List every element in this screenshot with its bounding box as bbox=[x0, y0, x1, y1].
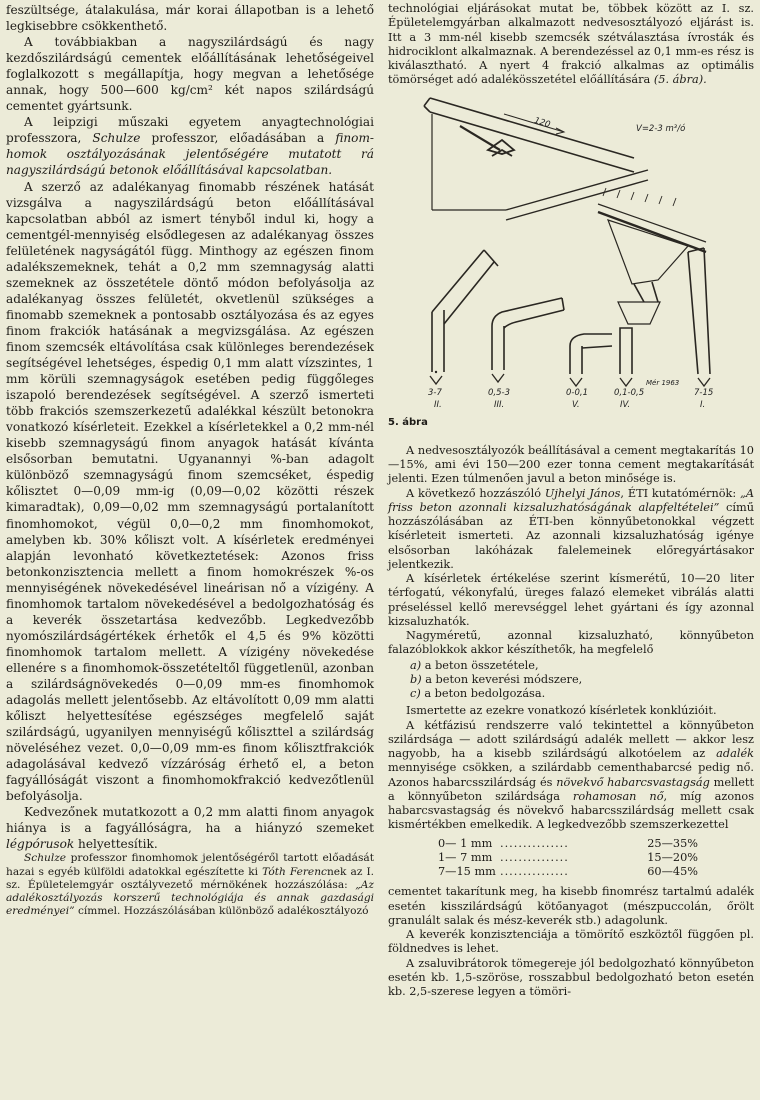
paragraph: A következő hozzászóló Ujhelyi János, ÉTI kutatómérnök: „A friss beton azonnali kizsaluzhatóságának alapfeltételei” című hozzászólásában az ÉTI-ben könnyűbetonokkal végzett kísérleteit ismerteti. Az azonnali kizsaluzhatóság igénye elsősorban lakóházak falelemeinek előregyártásakor jelentkezik. bbox=[388, 486, 755, 571]
paragraph: A szerző az adalékanyag finomabb részének hatását vizsgálva a nagyszilárdságú beton előállításával kapcsolatban abból az ismert tényből indul ki, hogy a cementgél-mennyiség elsődlegesen az adalékanyag összes felületének nagyságától függ. Minthogy az egészen finom adalékszemeknek, tehát a 0,2 mm szemnagyság alatti szemeknek az összetétele döntő módon befolyásolja az adalékanyag összes felületét, okvetlenül szükséges a finomabb szemeknek a pontosabb osztályozása és az egyes finom frakciók hatásának a megvizsgálása. Az egészen finom szemcsék eltávolítása csak különleges berendezések segítségével lehetséges, éspedig 0,1 mm alatt vízszintes, 1 mm körüli szemnagyságok esetében pedig függőleges iszapoló berendezések segítségével. A szerző ismerteti több frakciós szemszerkezetű adalékkal készült betonokra vonatkozó kísérleteit. Ezekkel a kísérletekkel a 0,2 mm-nél kisebb szemnagyságú finom anyagok hatását kívánta elsősorban bemutatni. Ugyanannyi %-ban adagolt különböző szemnagyságú finom szemcséket, éspedig kőlisztet 0—0,09 mm-ig (0,09—0,02 közötti részek kimaradtak), 0,09—0,02 mm szemnagyságú portalanított finomhomokot, végül 0,0—0,2 mm finomhomokot, amelyben kb. 30% kőliszt volt. A kísérletek eredményei alapján levonható következtetések: Azonos friss betonkonzisztencia mellett a finom homokrészek %-os mennyiségének növekedésével lineárisan nő a vízigény. A finomhomok tartalom növekedésével a bedolgozhatóság és a keverék összetartása kedvezőbb. Legkedvezőbb nyomószilárdságértékek érhetők el 4,5 és 9% közötti finomhomok tartalom mellett. A vízigény növekedése ellenére s a finomhomok-összetételtől függetlenül, azonban a szilárdságnövekedés 0—0,09 mm-es finomhomok adagolás mellett jelentősebb. Az eltávolított 0,09 mm alatti kőliszt helyettesítése egészséges megfelelő saját szilárdságú, ugyanilyen mennyiségű kőliszttel a szilárdság növeléséhez vezet. 0,0—0,09 mm-es finom kőlisztfrakciók adagolásával kedvező vízzáróság érhető el, a beton fagyállóságát viszont a finomhomokfrakció kedvezőtlenül befolyásolja. bbox=[6, 179, 374, 804]
paragraph: A keverék konzisztenciája a tömörítő eszköztől függően pl. földnedves is lehet. bbox=[388, 928, 754, 956]
emphasis: légpórusok bbox=[6, 837, 75, 852]
paragraph: A kétfázisú rendszerre való tekintettel a könnyűbeton szilárdsága — adott szilárdságú adalék mellett — akkor lesz nagyobb, ha a kisebb szilárdságú alkotóelem az adalék mennyisége csökken, a szilárdabb cementhabarcsé pedig nő. Azonos habarcsszilárdság és növekvő habarcsvastagság mellett a könnyűbeton szilárdsága rohamosan nő, míg azonos habarcsvastagság és növekvő habarcsszilárdság mellett csak kismértékben emelkedik. A legkedvezőbb szemszerkezettel bbox=[388, 718, 755, 832]
outlet-roman: IV. bbox=[620, 399, 631, 410]
author-name: Ujhelyi János bbox=[544, 486, 621, 500]
paragraph: feszültsége, átalakulása, már korai állapotban is a lehető legkisebbre csökkenthető. bbox=[6, 3, 374, 34]
paragraph: Ismertette az ezekre vonatkozó kísérletek konklúzióit. bbox=[406, 704, 717, 718]
feed-belt-bottom bbox=[430, 112, 634, 172]
classifier-figure bbox=[388, 92, 754, 414]
contribution-title: „A friss beton azonnali kizsaluzhatóságának alapfeltételei” bbox=[388, 486, 755, 514]
outlet-arrow bbox=[620, 378, 632, 386]
table-row: 0— 1 mm ............... 25—35% bbox=[438, 836, 698, 850]
outlet-label: 7-15 bbox=[694, 387, 714, 398]
outlet-roman: V. bbox=[572, 399, 580, 410]
outlet-label: 0,5-3 bbox=[488, 387, 510, 398]
outlet-label: 0,1-0,5 bbox=[614, 387, 645, 398]
outlet-roman: III. bbox=[494, 399, 505, 410]
paragraph: Schulze professzor finomhomok jelentőségéről tartott előadását hazai s egyéb külföldi adatokkal egészítette ki Tóth Ferencnek az I. sz. Épületelemgyár osztályvezető mérnökének hozzászólása: „Az adalékosztályozás korszerű technológiája és annak gazdasági eredményei” címmel. Hozzászólásában különböző adalékosztályozó bbox=[6, 852, 374, 918]
list-item: a) a beton összetétele, bbox=[410, 658, 539, 672]
belt-label: 120 bbox=[532, 115, 552, 130]
condition-list bbox=[410, 659, 754, 702]
flow-rate-label: V=2-3 m³/ó bbox=[636, 123, 686, 134]
paragraph: A kísérletek értékelése szerint kísmerétű, 10—20 liter térfogatú, vékonyfalú, üreges falazó elemeket vibrálás alatti préseléssel kellő merevséggel lehet gyártani és így azonnal kizsaluzhatók. bbox=[388, 572, 754, 628]
outlet-arrow bbox=[698, 378, 710, 386]
paragraph: Nagyméretű, azonnal kizsaluzható, könnyűbeton falazóblokkok akkor készíthetők, ha megfelelő bbox=[388, 629, 754, 657]
paragraph: A nedvesosztályozók beállításával a cement megtakarítás 10—15%, ami évi 150—200 ezer tonna cement megtakarítását jelenti. Ezen túlmenően javul a beton minősége is. bbox=[388, 443, 754, 486]
outlet-label: 0-0,1 bbox=[566, 387, 588, 398]
table-row: 7—15 mm ............... 60—45% bbox=[438, 865, 698, 878]
gradation-table bbox=[438, 837, 754, 880]
outlet-roman: I. bbox=[700, 399, 706, 410]
list-item: c) a beton bedolgozása. bbox=[410, 687, 546, 700]
paragraph: Kedvezőnek mutatkozott a 0,2 mm alatti finom anyagok hiánya is a fagyállóságra, ha a hiányzó szemeket légpórusok helyettesítik. bbox=[6, 805, 374, 852]
paragraph: A leipzigi műszaki egyetem anyagtechnológiai professzora, Schulze professzor, előadásában a finom-homok osztályozásának jelentőségére mutatott rá nagyszilárdságú betonok előállításával kapcsolatban. bbox=[6, 115, 375, 178]
author-name: Schulze bbox=[92, 131, 141, 146]
contribution-title: „Az adalékosztályozás korszerű technológiája és annak gazdasági eredményei” bbox=[6, 878, 374, 918]
paragraph: A zsaluvibrátorok tömegereje jól bedolgozható könnyűbeton esetén kb. 1,5-szöröse, rosszabbul bedolgozható beton esetén kb. 2,5-szerese legyen a tömöri- bbox=[388, 956, 754, 998]
lecture-topic: finom-homok osztályozásának jelentőségére mutatott rá nagyszilárdságú betonok előállításával kapcsolatban. bbox=[6, 131, 375, 178]
outlet-roman: II. bbox=[434, 399, 442, 410]
drafter-signature: Mér 1963 bbox=[646, 378, 680, 387]
figure-caption: 5. ábra bbox=[388, 416, 428, 428]
paragraph: cementet takarítunk meg, ha kisebb finomrész tartalmú adalék esetén kisszilárdságú kötőanyagot (mészpuccolán, őrölt granulált salak és mész-keverék stb.) adagolunk. bbox=[388, 885, 754, 927]
water-spray-lines bbox=[603, 188, 676, 206]
author-name: Tóth Ferenc bbox=[262, 865, 327, 878]
list-item: b) a beton keverési módszere, bbox=[410, 672, 583, 686]
author-name: Schulze bbox=[24, 852, 67, 865]
feed-drum bbox=[488, 140, 514, 156]
outlet-arrow bbox=[492, 374, 504, 382]
figure-reference: (5. ábra). bbox=[653, 73, 707, 87]
table-row: 1— 7 mm ............... 15—20% bbox=[438, 850, 698, 864]
paragraph: A továbbiakban a nagyszilárdságú és nagy kezdőszilárdságú cementek előállításának lehetőségeivel foglalkozott s megállapítja, hogy megvan a lehetősége annak, hogy 500—600 kg/cm² két napos szilárdságú cementet gyártsunk. bbox=[6, 35, 374, 114]
right-column bbox=[388, 2, 754, 999]
outlet-arrow bbox=[570, 378, 582, 386]
outlet-arrow bbox=[430, 376, 442, 384]
paragraph: technológiai eljárásokat mutat be, többek között az I. sz. Épületelemgyárban alkalmazott nedvesosztályozó eljárást is. Itt a 3 mm-nél kisebb szemcsék szétválasztása ívrosták és hidrociklont alkalmaznak. A berendezéssel az 0,1 mm-es rész is kiválasztható. A nyert 4 frakció alkalmas az optimális tömörséget adó adalékösszetétel előállítására (5. ábra). bbox=[388, 2, 754, 87]
outlet-label: 3-7 bbox=[428, 387, 442, 398]
classifier-diagram bbox=[388, 92, 754, 414]
left-column bbox=[6, 2, 374, 919]
